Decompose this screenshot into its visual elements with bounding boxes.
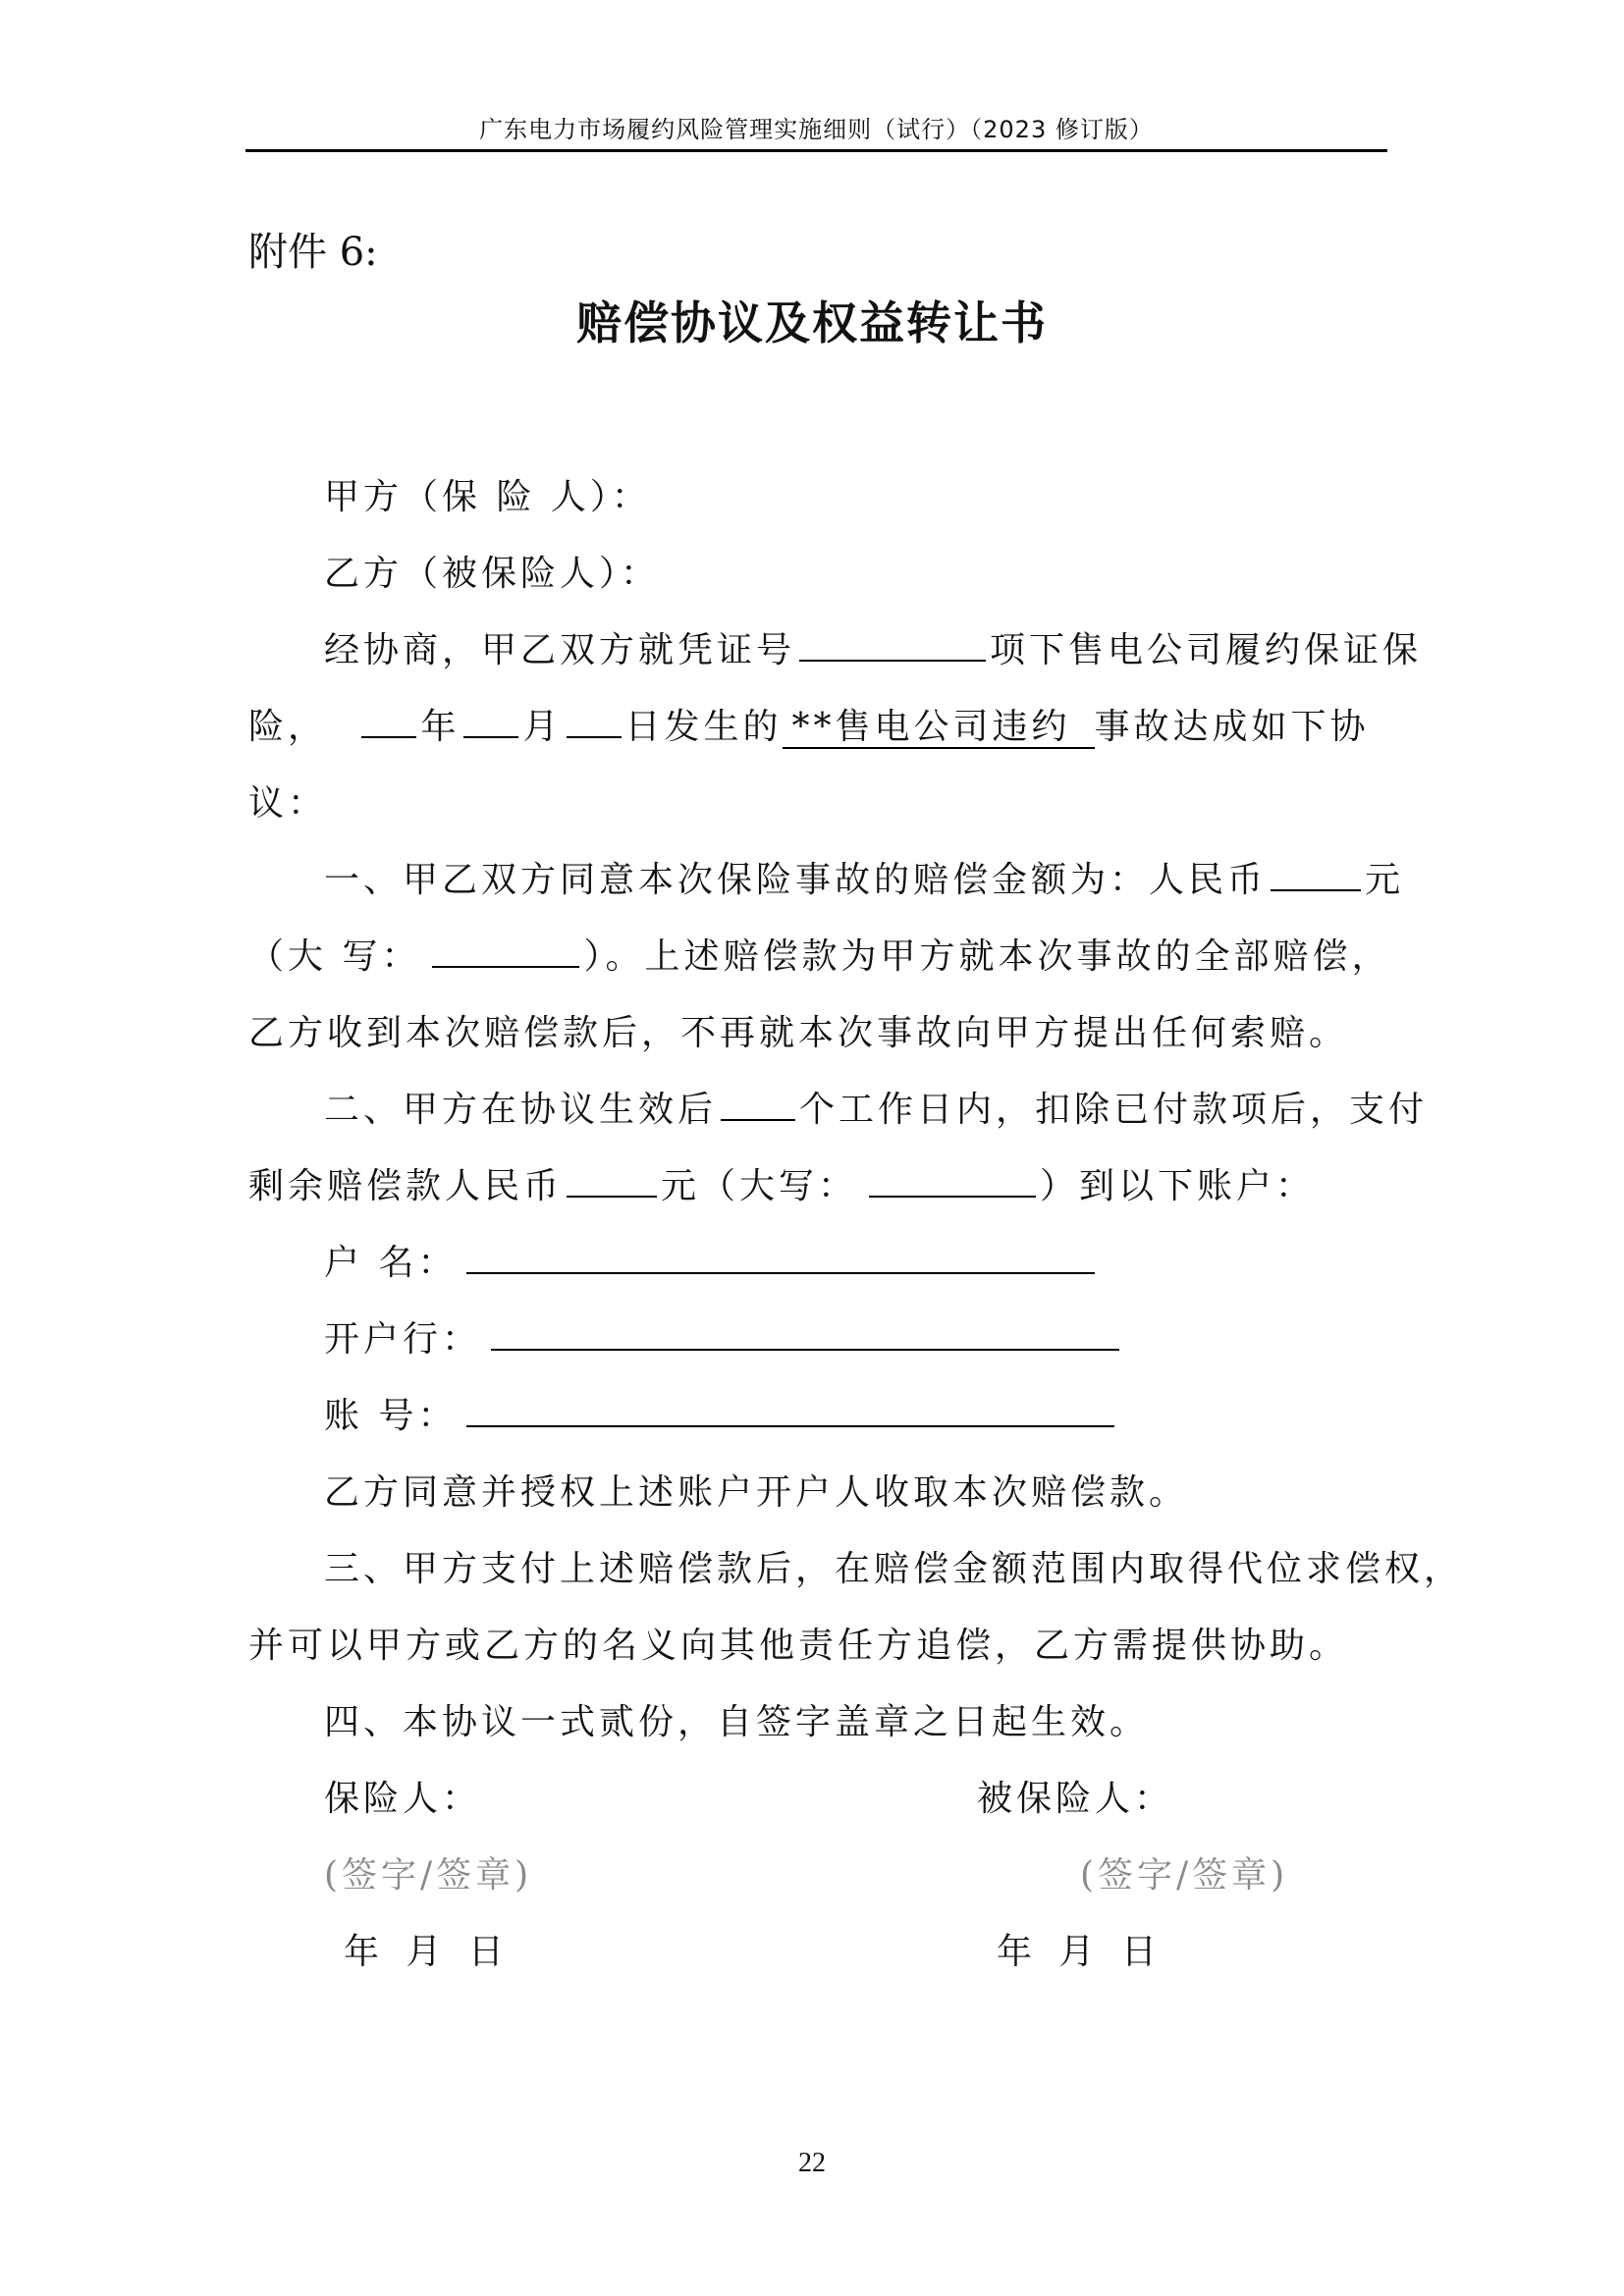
bank-label: 开户行： (324, 1319, 482, 1360)
clause-2-line-1 (324, 1082, 1428, 1132)
clause-text: 个工作日内，扣除已付款项后，支付 (799, 1090, 1429, 1130)
clause-1-line-1 (324, 852, 1404, 902)
intro-line-1 (324, 622, 1422, 672)
month-label: 月 (522, 707, 563, 747)
clause-text: 元 (1365, 860, 1405, 900)
document-title: 赔偿协议及权益转让书 (576, 296, 1048, 349)
page-number: 22 (798, 2148, 826, 2178)
month-blank (463, 707, 518, 738)
intro-text: 项下售电公司履约保证保 (990, 630, 1423, 670)
clause-text: ）。上述赔偿款为甲方就本次事故的全部赔偿， (583, 936, 1391, 977)
account-number-blank (466, 1396, 1114, 1427)
party-b-line: 乙方（被保险人）： (324, 554, 661, 594)
party-a-line: 甲方（保 险 人）： (324, 477, 651, 517)
certificate-number-blank (799, 630, 986, 662)
insured-date: 年 月 日 (997, 1932, 1161, 1972)
clause-text: 剩余赔偿款人民币 (248, 1166, 564, 1206)
account-name-label: 户 名： (324, 1243, 458, 1283)
insured-label: 被保险人： (977, 1779, 1174, 1819)
clause-1-line-2 (248, 929, 1390, 979)
remaining-amount-words-blank (869, 1166, 1036, 1198)
insurer-sign-hint: (签字/签章) (324, 1855, 533, 1896)
insurer-date: 年 月 日 (344, 1932, 508, 1972)
bank-blank (491, 1319, 1119, 1351)
account-name-blank (466, 1243, 1095, 1274)
clause-4-line: 四、本协议一式贰份，自签字盖章之日起生效。 (324, 1702, 1150, 1742)
bank-row (324, 1311, 1123, 1362)
amount-blank (1271, 860, 1361, 891)
working-days-blank (721, 1090, 795, 1121)
intro-text: 日发生的 (624, 707, 783, 747)
insured-sign-hint: (签字/签章) (1080, 1855, 1289, 1896)
intro-line-2 (248, 699, 1370, 749)
header-rule (245, 149, 1387, 152)
intro-line-3: 议： (248, 783, 328, 824)
insurer-label: 保险人： (324, 1779, 482, 1819)
intro-text: 险， (248, 707, 328, 747)
clause-text: ）到以下账户： (1040, 1166, 1316, 1206)
attachment-label: 附件 6: (248, 230, 378, 275)
account-name-row (324, 1235, 1099, 1285)
clause-text: 二、甲方在协议生效后 (324, 1090, 718, 1130)
year-label: 年 (420, 707, 460, 747)
intro-text: 经协商，甲乙双方就凭证号 (324, 630, 796, 670)
clause-2-line-2 (248, 1158, 1315, 1208)
clause-1-line-3: 乙方收到本次赔偿款后，不再就本次事故向甲方提出任何索赔。 (248, 1013, 1349, 1053)
day-blank (567, 707, 622, 738)
clause-text: （大 写： (248, 936, 421, 977)
amount-words-blank (432, 936, 579, 968)
remaining-amount-blank (567, 1166, 657, 1198)
year-blank (361, 707, 416, 738)
intro-text: 事故达成如下协 (1094, 707, 1370, 747)
clause-text: 元（大写： (661, 1166, 858, 1206)
account-number-row (324, 1388, 1118, 1438)
incident-field: **售电公司违约 (783, 708, 1095, 749)
clause-text: 一、甲乙双方同意本次保险事故的赔偿金额为：人民币 (324, 860, 1268, 900)
authorization-line: 乙方同意并授权上述账户开户人收取本次赔偿款。 (324, 1472, 1189, 1513)
clause-3-line-1: 三、甲方支付上述赔偿款后，在赔偿金额范围内取得代位求偿权， (324, 1549, 1464, 1589)
running-header: 广东电力市场履约风险管理实施细则（试行）（2023 修订版） (479, 116, 1154, 143)
account-number-label: 账 号： (324, 1396, 458, 1436)
clause-3-line-2: 并可以甲方或乙方的名义向其他责任方追偿，乙方需提供协助。 (248, 1626, 1349, 1666)
